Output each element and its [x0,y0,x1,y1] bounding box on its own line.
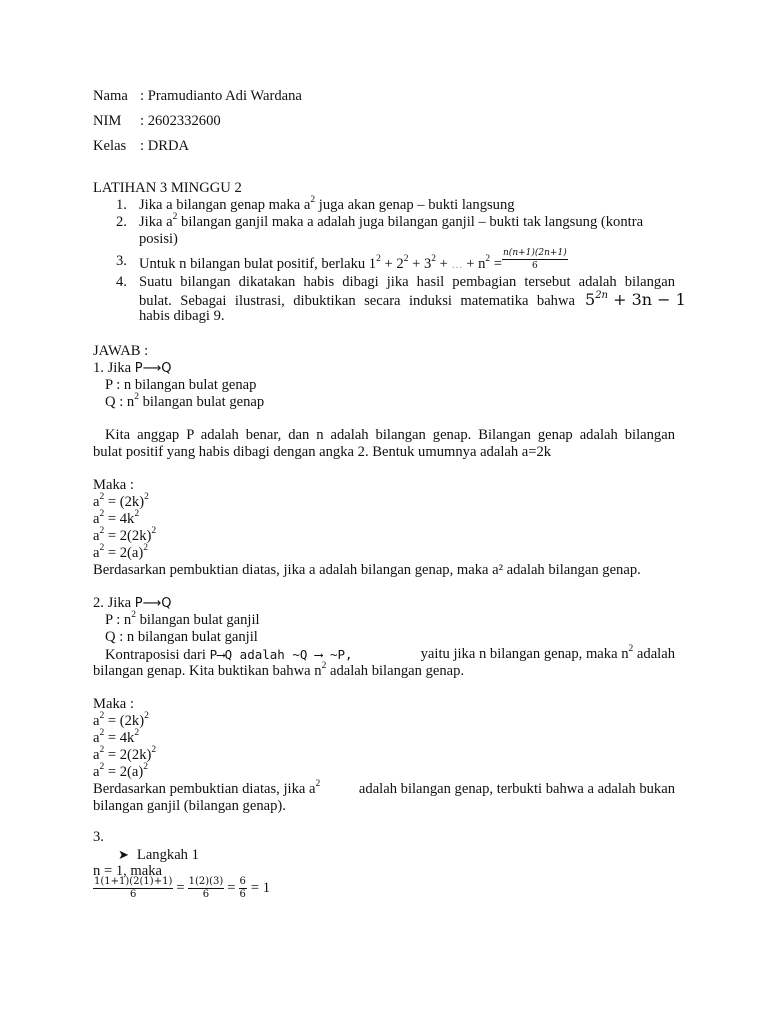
answer1-eq3: $a^2 = 2(2k)^2$ [93,526,157,544]
answer1-maka: Maka : [93,477,134,493]
kelas-row [93,138,189,155]
answer2-eq3: $a^2 = 2(2k)^2$ [93,745,157,763]
q4-number: 4. [116,274,127,290]
answer2-eq1: $a^2 = (2k)^2$ [93,711,149,729]
jawab-heading: JAWAB : [93,343,149,359]
nama-label: Nama [93,88,128,104]
q4-text: Suatu bilangan dikatakan habis dibagi jika hasil pembagian tersebut adalah bilangan [139,274,675,290]
answer2-p: P : $n^2$ bilangan bulat ganjil [105,610,260,628]
answer1-q: Q : $n^2$ bilangan bulat genap [105,392,265,410]
q1-text: Jika a bilangan genap maka $a^2$ juga akan genap – bukti langsung [139,195,515,213]
answer2-eq4: $a^2 = 2(a)^2$ [93,762,149,780]
langkah-1: ➤ Langkah 1 [118,847,199,863]
q4-math-expression: $5^{2n} + 3n - 1$ [585,289,686,309]
answer1-paragraph-line1: Kita anggap P adalah benar, dan n adalah bilangan genap. Bilangan genap adalah bilangan [105,427,675,443]
exercise-title: LATIHAN 3 MINGGU 2 [93,180,242,196]
sum-formula-fraction: $\frac{n(n+1)(2n+1)}{6}$ [503,248,567,271]
nim-label: NIM [93,113,122,129]
fraction-2: $\frac{1(2)(3)}{6}$ [188,876,224,900]
kelas-label: Kelas [93,138,127,154]
answer2-conclusion-line2: bilangan ganjil (bilangan genap). [93,798,286,814]
answer1-conclusion: Berdasarkan pembuktian diatas, jika a adalah bilangan genap, maka a² adalah bilangan genap. [93,562,641,578]
answer1-p: P : n bilangan bulat genap [105,377,257,393]
answer2-conclusion-line1: Berdasarkan pembuktian diatas, jika $a^2$ adalah bilangan genap, terbukti bahwa a adalah bukan [93,779,675,797]
answer1-paragraph-line2: bulat positif yang habis dibagi dengan angka 2. Bentuk umumnya adalah a=2k [93,444,552,460]
nama-row [93,88,302,105]
q4-text-line3: habis dibagi 9. [139,308,225,324]
q3-text: Untuk n bilangan bulat positif, berlaku $1^2 + 2^2 + 3^2$ + … + $n^2$ = $\frac{n(n+1)(2n+1)}{6}$ [139,248,567,272]
q3-number: 3. [116,253,127,269]
ellipsis: … [451,258,463,271]
nama-value: : Pramudianto Adi Wardana [140,88,302,104]
answer2-paragraph-line1: Kontraposisi dari P⟶Q adalah ~Q ⟶ ~P, yaitu jika n bilangan genap, maka $n^2$ adalah [105,644,675,663]
n-equals-1: n = 1, maka [93,863,163,879]
answer2-eq2: $a^2 = 4k^2$ [93,728,140,746]
answer1-title: 1. Jika P⟶Q [93,360,172,376]
answer2-paragraph-line2: bilangan genap. Kita buktikan bahwa $n^2$ adalah bilangan genap. [93,661,465,679]
q4-text-line2: bulat. Sebagai ilustrasi, dibuktikan secara induksi matematika bahwa $5^{2n} + 3n - 1$ [139,289,686,309]
answer2-q: Q : n bilangan bulat ganjil [105,629,258,645]
answer3-number: 3. [93,829,104,845]
q2-number: 2. [116,214,127,230]
answer2-maka: Maka : [93,696,134,712]
base-case-equation: $\frac{1(1+1)(2(1)+1)}{6}$ = $\frac{1(2)(3)}{6}$ = $\frac{6}{6}$ = 1 [94,876,271,900]
nim-row [93,113,221,130]
answer1-eq4: $a^2 = 2(a)^2$ [93,543,149,561]
answer1-eq1: $a^2 = (2k)^2$ [93,492,149,510]
q1-number: 1. [116,197,127,213]
answer2-title: 2. Jika P⟶Q [93,595,172,611]
q2-text: Jika $a^2$ bilangan ganjil maka a adalah juga bilangan ganjil – bukti tak langsung (kontra posisi) [139,212,644,247]
arrow-bullet-icon: ➤ [118,847,129,862]
answer1-eq2: $a^2 = 4k^2$ [93,509,140,527]
fraction-1: $\frac{1(1+1)(2(1)+1)}{6}$ [94,876,173,900]
kelas-value: : DRDA [140,138,190,154]
nim-value: : 2602332600 [140,113,221,129]
fraction-3: $\frac{6}{6}$ [239,876,246,900]
